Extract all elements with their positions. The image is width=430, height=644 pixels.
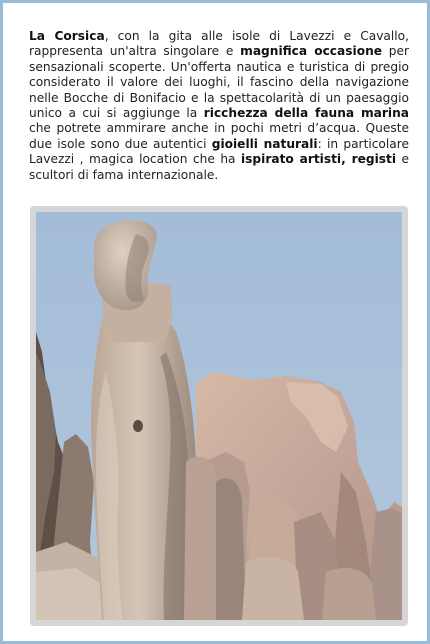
text-segment: e scultori di fama internazionale. [29, 152, 410, 182]
lavezzi-rock-photo [36, 212, 402, 620]
artists-bold: ispirato artisti, registi [241, 152, 397, 167]
corsica-bold: La Corsica [29, 29, 105, 43]
text-segment: che potrete ammirare anche in pochi metri d’acqua. Queste due isole sono due autentici [29, 121, 409, 151]
text-segment: : in particolare Lavezzi , magica location che ha [29, 136, 409, 167]
jewels-bold: gioielli naturali [211, 136, 318, 151]
fauna-bold: ricchezza della fauna marina [203, 106, 409, 121]
text-segment: , con la gita alle isole di Lavezzi e Cavallo, rappresenta un'altra singolare e [29, 29, 409, 59]
intro-paragraph [29, 29, 409, 183]
text-segment: per sensazionali scoperte. Un'offerta nautica e turistica di pregio considerato il valore dei luoghi, il fascino della navigazione nelle Bocche di Bonifacio e la spettacolarità di un paesaggio unico a cui si aggiunge la [29, 44, 409, 121]
occasion-bold: magnifica occasione [240, 44, 383, 59]
photo-frame [30, 206, 408, 626]
